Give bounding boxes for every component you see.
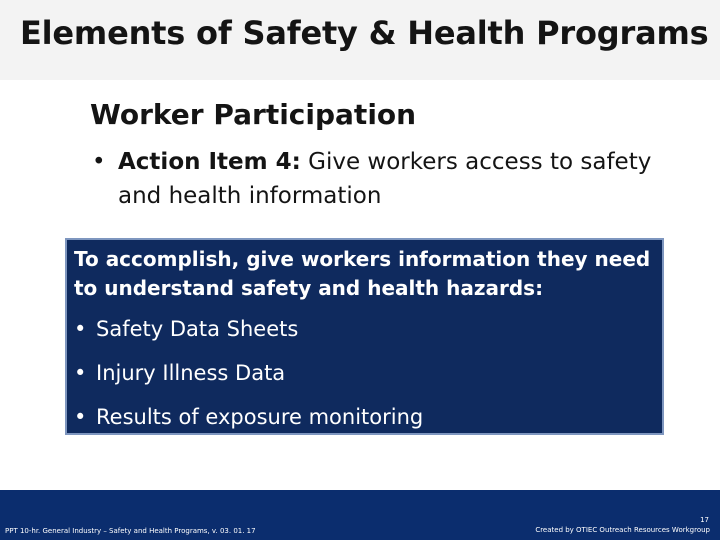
list-item [74, 318, 423, 340]
list-item [74, 362, 423, 384]
bullet-icon: • [74, 317, 87, 341]
bullet-icon: • [92, 149, 106, 175]
list-item [74, 406, 423, 428]
bullet-icon: • [74, 361, 87, 385]
footer-divider [0, 487, 720, 490]
action-item-text [118, 145, 652, 213]
list-item-text: Injury Illness Data [96, 361, 286, 385]
list-item-text: Safety Data Sheets [96, 317, 299, 341]
action-item [92, 145, 652, 213]
action-item-label: Action Item 4: [118, 149, 301, 175]
slide-title: Elements of Safety & Health Programs [20, 14, 709, 52]
info-box-lead: To accomplish, give workers information they need to understand safety and health hazards: [74, 247, 651, 300]
slide-subtitle: Worker Participation [90, 98, 417, 131]
footer-credit: Created by OTIEC Outreach Resources Workgroup [535, 526, 710, 534]
action-item-description: Give workers access to safety and health information [118, 149, 652, 209]
page-number: 17 [700, 516, 709, 524]
info-list [74, 318, 423, 450]
bullet-icon: • [74, 405, 87, 429]
list-item-text: Results of exposure monitoring [96, 405, 424, 429]
info-box [65, 238, 664, 435]
footer-course-label: PPT 10-hr. General Industry – Safety and Health Programs, v. 03. 01. 17 [5, 527, 256, 535]
